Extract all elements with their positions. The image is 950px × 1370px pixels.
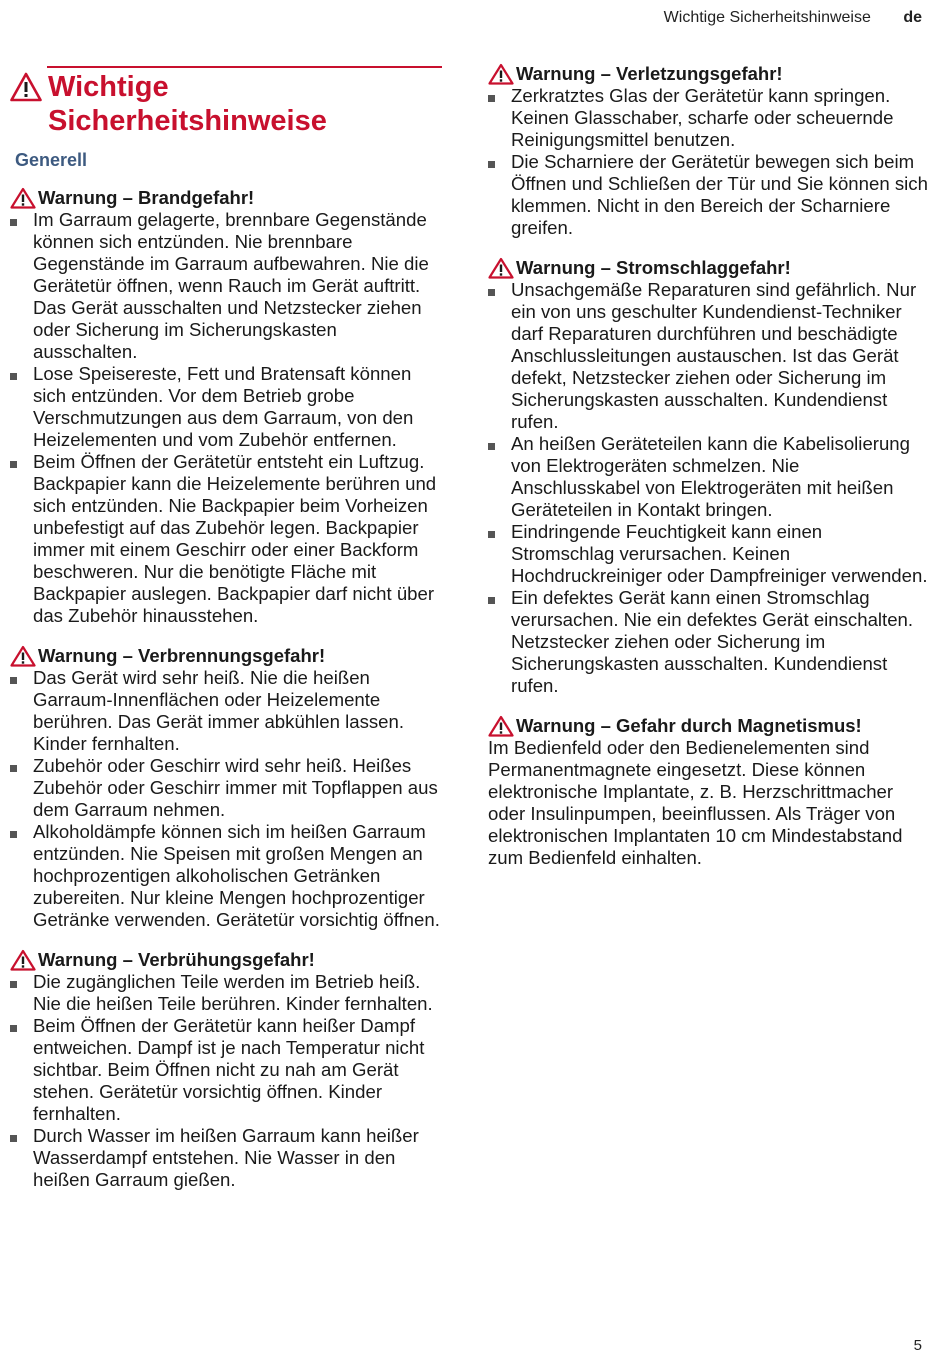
- page-title-line2: Sicherheitshinweise: [48, 105, 327, 137]
- list-item: Das Gerät wird sehr heiß. Nie die heißen Garraum-Innenflächen oder Heizelemente berühren. Das Gerät immer abkühlen lassen. Kinder fernhalten.: [10, 667, 442, 755]
- warning-heading: [10, 645, 442, 667]
- warning-title: Warnung – Verbrühungsgefahr!: [38, 949, 315, 970]
- list-item: Die zugänglichen Teile werden im Betrieb heiß. Nie die heißen Teile berühren. Kinder fernhalten.: [10, 971, 442, 1015]
- warning-icon: [10, 645, 36, 667]
- list-item: Beim Öffnen der Gerätetür entsteht ein Luftzug. Backpapier kann die Heizelemente berühren und sich entzünden. Nie Backpapier beim Vorheizen unbefestigt auf das Zubehör legen. Backpapier immer mit einem Geschirr oder einer Backform beschweren. Nur die benötigte Fläche mit Backpapier auslegen. Backpapier darf nicht über das Zubehör hinausstehen.: [10, 451, 442, 627]
- warning-heading: [10, 949, 442, 971]
- warning-block-magnetism: [488, 715, 928, 869]
- left-warning-list: [10, 187, 442, 1191]
- page-title: [10, 70, 442, 138]
- warning-paragraph: Im Bedienfeld oder den Bedienelementen sind Permanentmagnete eingesetzt. Diese können elektronische Implantate, z. B. Herzschrittmacher oder Insulinpumpen, beeinflussen. Als Träger von elektronischen Implantaten 10 cm Mindestabstand zum Bedienfeld einhalten.: [488, 737, 903, 868]
- warning-block: [10, 645, 442, 931]
- header-language: de: [903, 9, 922, 26]
- bullet-list: [488, 85, 928, 239]
- page-header: [664, 9, 922, 27]
- warning-icon: [488, 63, 514, 85]
- right-warning-list: [488, 63, 928, 697]
- warning-heading: [488, 715, 928, 737]
- list-item: Unsachgemäße Reparaturen sind gefährlich. Nur ein von uns geschulter Kundendienst-Techniker darf Reparaturen durchführen und beschädigte Anschlussleitungen austauschen. Ist das Gerät defekt, Netzstecker ziehen oder Sicherung im Sicherungskasten ausschalten. Kundendienst rufen.: [488, 279, 928, 433]
- list-item: Durch Wasser im heißen Garraum kann heißer Wasserdampf entstehen. Nie Wasser in den heißen Garraum gießen.: [10, 1125, 442, 1191]
- warning-block: [488, 63, 928, 239]
- section-subhead: Generell: [15, 150, 88, 170]
- left-column: [10, 66, 442, 1209]
- warning-title: Warnung – Brandgefahr!: [38, 187, 255, 208]
- warning-heading: [488, 257, 928, 279]
- title-rule: [47, 66, 442, 68]
- warning-title: Warnung – Gefahr durch Magnetismus!: [516, 715, 862, 736]
- warning-block: [10, 187, 442, 627]
- list-item: Ein defektes Gerät kann einen Stromschlag verursachen. Nie ein defektes Gerät einschalten. Netzstecker ziehen oder Sicherung im Sicherungskasten ausschalten. Kundendienst rufen.: [488, 587, 928, 697]
- list-item: Die Scharniere der Gerätetür bewegen sich beim Öffnen und Schließen der Tür und Sie können sich klemmen. Nicht in den Bereich der Scharniere greifen.: [488, 151, 928, 239]
- list-item: Zubehör oder Geschirr wird sehr heiß. Heißes Zubehör oder Geschirr immer mit Topflappen aus dem Garraum nehmen.: [10, 755, 442, 821]
- warning-title: Warnung – Verletzungsgefahr!: [516, 63, 783, 84]
- warning-block: [10, 949, 442, 1191]
- bullet-list: [10, 667, 442, 931]
- right-column: [488, 63, 928, 887]
- list-item: Alkoholdämpfe können sich im heißen Garraum entzünden. Nie Speisen mit großen Mengen an hochprozentigen alkoholischen Getränken zubereiten. Nur kleine Mengen hochprozentiger Getränke verwenden. Gerätetür vorsichtig öffnen.: [10, 821, 442, 931]
- list-item: Eindringende Feuchtigkeit kann einen Stromschlag verursachen. Keinen Hochdruckreiniger oder Dampfreiniger verwenden.: [488, 521, 928, 587]
- bullet-list: [10, 971, 442, 1191]
- list-item: An heißen Geräteteilen kann die Kabelisolierung von Elektrogeräten schmelzen. Nie Anschlusskabel von Elektrogeräten mit heißen Geräteteilen in Kontakt bringen.: [488, 433, 928, 521]
- warning-icon: [10, 187, 36, 209]
- warning-heading: [10, 187, 442, 209]
- warning-title: Warnung – Stromschlaggefahr!: [516, 257, 791, 278]
- list-item: Lose Speisereste, Fett und Bratensaft können sich entzünden. Vor dem Betrieb grobe Verschmutzungen aus dem Garraum, von den Heizelementen und vom Zubehör entfernen.: [10, 363, 442, 451]
- bullet-list: [488, 279, 928, 697]
- warning-icon: [10, 949, 36, 971]
- warning-icon: [10, 72, 42, 102]
- warning-title: Warnung – Verbrennungsgefahr!: [38, 645, 326, 666]
- warning-block: [488, 257, 928, 697]
- list-item: Beim Öffnen der Gerätetür kann heißer Dampf entweichen. Dampf ist je nach Temperatur nicht sichtbar. Beim Öffnen nicht zu nah am Gerät stehen. Gerätetür vorsichtig öffnen. Kinder fernhalten.: [10, 1015, 442, 1125]
- list-item: Im Garraum gelagerte, brennbare Gegenstände können sich entzünden. Nie brennbare Gegenstände im Garraum aufbewahren. Nie die Gerätetür öffnen, wenn Rauch im Gerät auftritt. Das Gerät ausschalten und Netzstecker ziehen oder Sicherung im Sicherungskasten ausschalten.: [10, 209, 442, 363]
- header-title: Wichtige Sicherheitshinweise: [663, 9, 871, 26]
- page-number: 5: [913, 1337, 922, 1354]
- warning-heading: [488, 63, 928, 85]
- warning-icon: [488, 257, 514, 279]
- bullet-list: [10, 209, 442, 627]
- list-item: Zerkratztes Glas der Gerätetür kann springen. Keinen Glasschaber, scharfe oder scheuernde Reinigungsmittel benutzen.: [488, 85, 928, 151]
- page-title-line1: Wichtige: [48, 71, 169, 103]
- warning-icon: [488, 715, 514, 737]
